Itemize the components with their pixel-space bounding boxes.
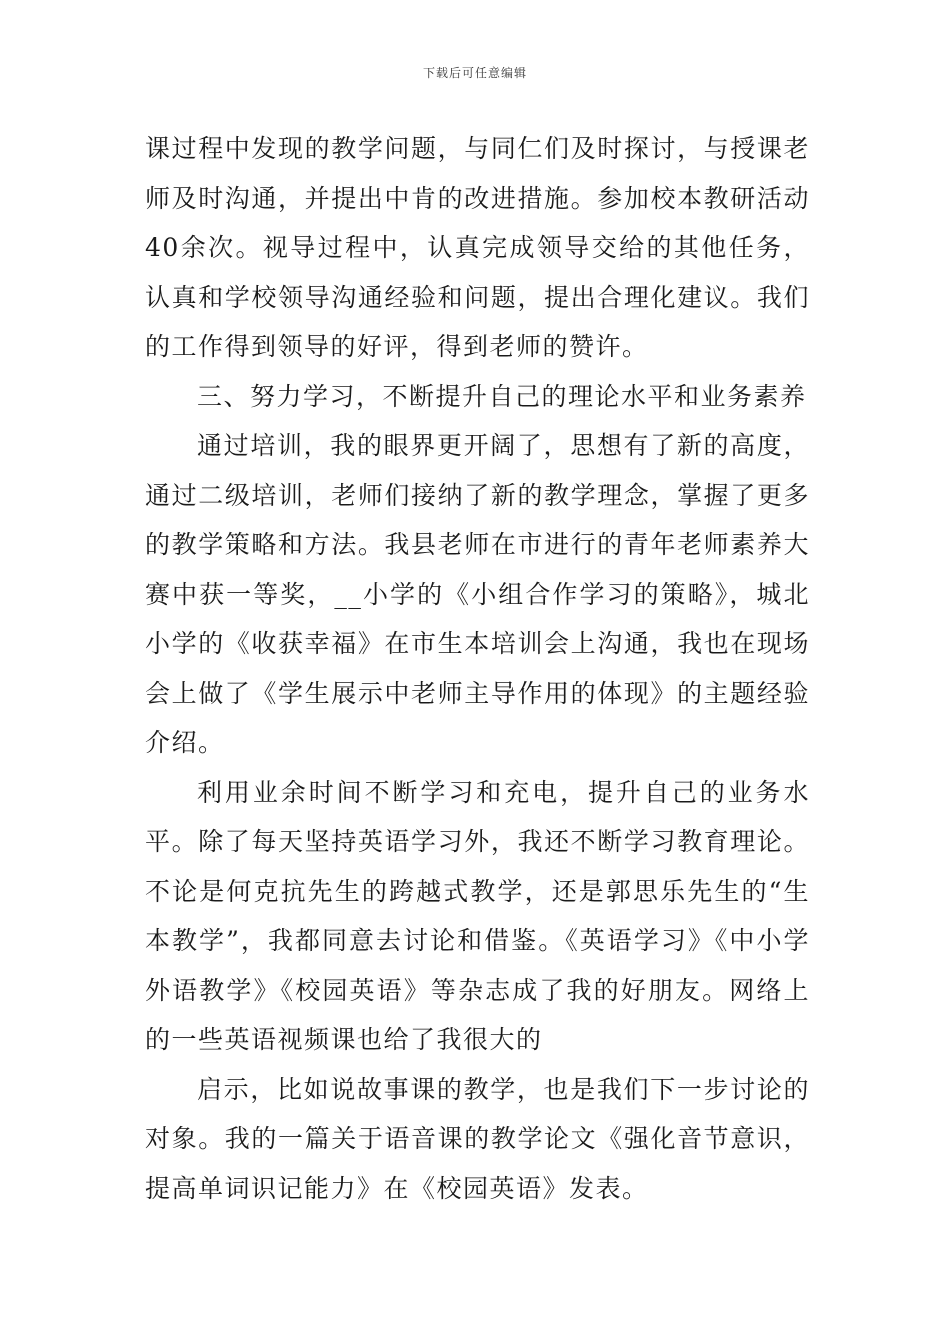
paragraph-1: 课过程中发现的教学问题，与同仁们及时探讨，与授课老师及时沟通，并提出中肯的改进措施。参加校本教研活动40余次。视导过程中，认真完成领导交给的其他任务，认真和学校领导沟通经验和问题，提出合理化建议。我们的工作得到领导的好评，得到老师的赞许。 xyxy=(145,134,810,361)
section-heading-3: 三、努力学习，不断提升自己的理论水平和业务素养 xyxy=(197,381,807,411)
paragraph-5: 启示，比如说故事课的教学，也是我们下一步讨论的对象。我的一篇关于语音课的教学论文《强化音节意识，提高单词识记能力》在《校园英语》发表。 xyxy=(145,1074,810,1203)
page-header-note: 下载后可任意编辑 xyxy=(422,66,527,80)
paragraph-3: 通过培训，我的眼界更开阔了，思想有了新的高度，通过二级培训，老师们接纳了新的教学理念，掌握了更多的教学策略和方法。我县老师在市进行的青年老师素养大赛中获一等奖，__小学的《小组合作学习的策略》，城北小学的《收获幸福》在市生本培训会上沟通，我也在现场会上做了《学生展示中老师主导作用的体现》的主题经验介绍。 xyxy=(145,431,810,757)
paragraph-4: 利用业余时间不断学习和充电，提升自己的业务水平。除了每天坚持英语学习外，我还不断学习教育理论。不论是何克抗先生的跨越式教学，还是郭思乐先生的“生本教学”，我都同意去讨论和借鉴。《英语学习》《中小学外语教学》《校园英语》等杂志成了我的好朋友。网络上的一些英语视频课也给了我很大的 xyxy=(145,777,810,1054)
document-body xyxy=(145,124,810,1213)
